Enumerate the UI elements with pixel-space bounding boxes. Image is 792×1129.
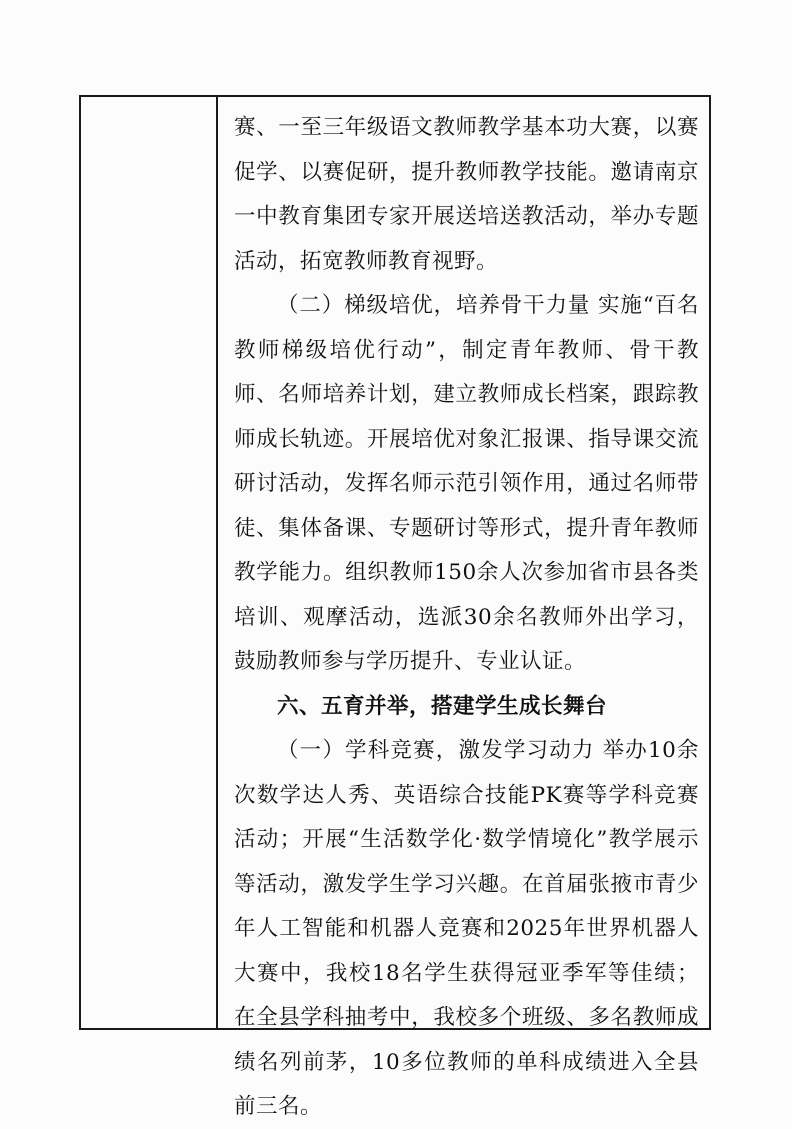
content-cell bbox=[218, 97, 709, 1119]
left-label-cell bbox=[81, 97, 218, 1028]
form-table bbox=[79, 95, 711, 1119]
paragraph-teacher-training: （二）梯级培优，培养骨干力量 实施“百名教师梯级培优行动”，制定青年教师、骨干教师、名师培养计划，建立教师成长档案，跟踪教师成长轨迹。开展培优对象汇报课、指导课交流研讨活动，发挥名师示范引领作用，通过名师带徒、集体备课、专题研讨等形式，提升青年教师教学能力。组织教师150余人次参加省市县各类培训、观摩活动，选派30余名教师外出学习，鼓励教师参与学历提升、专业认证。 bbox=[234, 293, 699, 674]
paragraph-subject-competition: （一）学科竞赛，激发学习动力 举办10余次数学达人秀、英语综合技能PK赛等学科竞赛活动；开展“生活数学化·数学情境化”教学展示等活动，激发学生学习兴趣。在首届张掖市青少年人工智能和机器人竞赛和2025年世界机器人大赛中，我校18名学生获得冠亚季军等佳绩；在全县学科抽考中，我校多个班级、多名教师成绩名列前茅，10多位教师的单科成绩进入全县前三名。 bbox=[234, 738, 699, 1119]
section-heading: 六、五育并举，搭建学生成长舞台 bbox=[277, 693, 608, 719]
paragraph-continuation: 赛、一至三年级语文教师教学基本功大赛，以赛促学、以赛促研，提升教师教学技能。邀请南京一中教育集团专家开展送培送教活动，举办专题活动，拓宽教师教育视野。 bbox=[234, 115, 699, 274]
